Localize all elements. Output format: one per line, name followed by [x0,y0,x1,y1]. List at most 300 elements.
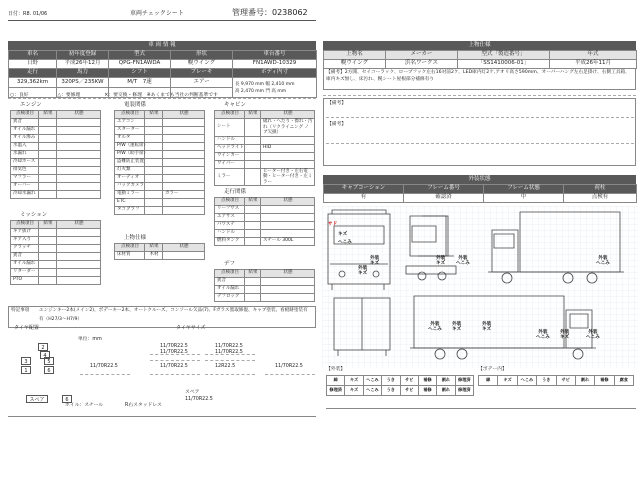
table-row [115,199,205,207]
diff-table [214,269,315,302]
electrical-item: オルタ [115,135,145,143]
engine-item: 水漏れ [11,151,39,159]
electrical-state: カラー [163,191,205,199]
table-row [11,245,101,253]
exterior-header: キャブコーション [324,185,404,194]
engine-header: 状態 [57,111,101,119]
upper-table [323,50,637,69]
table-row [11,269,101,277]
engine-item: 冷却水漏れ [11,191,39,199]
travel-state [261,222,315,230]
diff-item: デフロック [215,294,245,302]
table-row [11,253,101,261]
diff-state [261,286,315,294]
key-cell: 線 [479,376,498,386]
engine-state [57,119,101,127]
mission-result [39,269,57,277]
exterior-table [323,184,637,203]
cabin-item: ハンドル [215,136,245,144]
tire-position: 4 [40,351,50,359]
key-cell: 補修 [418,386,436,396]
vehicle-label: ボディ内寸 [233,69,317,78]
tire-section: タイヤ配置 タイヤサイズ 単位：mm [14,325,206,342]
cabin-item: ワイパー [215,160,245,168]
vehicle-value: 平成26年12月 [57,60,109,69]
table-row [215,294,315,302]
electrical-item: エアコン [115,119,145,127]
travel-result [245,238,261,246]
tire-size: 11/70R22.5 [215,344,243,349]
electrical-result [145,167,163,175]
vehicle-value: FN1AWD-10329 [233,60,317,69]
electrical-header: 点検項目 [115,111,145,119]
key-cell: うき [382,386,400,396]
tire-size: 12R22.5 [215,364,236,369]
loading-header: 状態 [163,244,205,252]
tire-size: 11/70R22.5 [160,344,188,349]
key-cell: へこみ [363,376,381,386]
table-row [115,135,205,143]
mission-header: 点検項目 [11,221,39,229]
upper-remarks-box [323,68,636,90]
table-row [11,237,101,245]
diag-gaisou-11: 外装 へこみ [586,330,600,340]
cabin-item: ヘッドライト [215,144,245,152]
mission-result [39,253,57,261]
electrical-state [163,167,205,175]
engine-state [57,183,101,191]
key-cell: 腐食 [614,376,633,386]
table-row [115,127,205,135]
engine-item: オイル漏れ [11,127,39,135]
electrical-state [163,159,205,167]
exterior-value: 中 [484,194,564,203]
key-cell: キズ [498,376,517,386]
electrical-item: スターター [115,127,145,135]
electrical-state [163,143,205,151]
engine-title: エンジン [20,102,42,108]
cabin-state: 破れ・へたり・擦れ・汚れ（リクライニング ノブ欠損） [261,119,315,137]
vehicle-label: ブレーキ [171,69,233,78]
travel-item: 燃料タンク [215,238,245,246]
exterior-value: 有 [324,194,404,203]
diag-gaisou-8: 外装 キズ [482,322,492,332]
electrical-item: バックカメラ [115,183,145,191]
electrical-item: タコグラフ [115,207,145,215]
mission-state [57,229,101,237]
diag-gaisou-10: 外装 キズ [560,330,570,340]
travel-result [245,230,261,238]
keys-body-table [478,375,634,386]
travel-result [245,222,261,230]
loading-header: 結果 [145,244,163,252]
tire-size: 11/70R22.5 [90,364,118,369]
key-cell: 補修 [418,376,436,386]
mission-state [57,269,101,277]
mission-result [39,237,57,245]
cabin-header: 結果 [245,111,261,119]
loading-header: 点検項目 [115,244,145,252]
travel-title: 走行関係 [224,189,247,195]
key-cell: 割れ [437,376,455,386]
engine-state [57,191,101,199]
table-row [115,151,205,159]
diff-result [245,286,261,294]
loading-title: 上物仕様 [124,235,147,241]
tire-position: 5 [44,357,54,365]
exterior-header: 荷柱 [564,185,637,194]
diff-item: オイル漏れ [215,286,245,294]
engine-item: 水温入 [11,143,39,151]
diag-gaisou-2: 外装 キズ [358,266,368,276]
table-row [115,119,205,127]
loading-table [114,243,205,260]
engine-result [39,151,57,159]
upper-header: 上物名 [324,51,386,60]
cabin-result [245,168,261,186]
engine-state [57,143,101,151]
upper-value: 「SS1410006-01」 [458,60,550,69]
electrical-item: P/W（運転席） [115,143,145,151]
key-cell: 割れ [575,376,594,386]
upper-value: 平成26年11月 [550,60,637,69]
diff-result [245,278,261,286]
table-row [11,159,101,167]
engine-state [57,151,101,159]
travel-item: エアサス [215,214,245,222]
key-cell: へこみ [363,386,381,396]
travel-item: ハンドル [215,230,245,238]
travel-item: パワステ [215,222,245,230]
keys-exterior-title: 【外装】 [326,367,346,372]
diag-gaisou-6: 外装 へこみ [428,322,442,332]
table-row [215,152,315,160]
electrical-state [163,199,205,207]
table-row [215,168,315,186]
mission-item: リターダー [11,269,39,277]
electrical-result [145,159,163,167]
engine-result [39,191,57,199]
mission-title: ミッション [20,212,48,218]
vehicle-value: 日野 [9,60,57,69]
electrical-result [145,119,163,127]
key-cell: 割れ [437,386,455,396]
travel-state [261,230,315,238]
electrical-result [145,191,163,199]
engine-state [57,135,101,143]
electrical-item: ETC [115,199,145,207]
key-cell: 修理済 [455,376,473,386]
diff-result [245,294,261,302]
table-row [215,144,315,152]
engine-result [39,143,57,151]
electrical-state [163,183,205,191]
cabin-item: シート [215,119,245,137]
diff-state [261,278,315,286]
body-dims: 長 9,970 mm 幅 2,410 mm 高 2,470 mm 門 高 mm [233,78,317,98]
engine-table [10,110,101,199]
electrical-result [145,127,163,135]
vehicle-label: 形状 [171,51,233,60]
key-cell: 修理済 [327,386,345,396]
mission-result [39,277,57,285]
table-row [215,160,315,168]
cabin-item: ミラー [215,168,245,186]
diag-gaisou-1: 外装 キズ [370,256,380,266]
key-cell: サビ [556,376,575,386]
travel-item: リーフサス [215,206,245,214]
travel-result [245,214,261,222]
diff-item: 異音 [215,278,245,286]
vehicle-label: シフト [109,69,171,78]
electrical-item: 灯火類 [115,167,145,175]
cabin-header: 状態 [261,111,315,119]
vehicle-label: 走行 [9,69,57,78]
table-row [215,119,315,137]
wheel-rear: R右スタッドレス [125,403,162,408]
vehicle-label: 型式 [109,51,171,60]
tire-size: 11/70R22.5 [160,364,188,369]
spare-size: 11/70R22.5 [185,397,213,402]
upper-section-title: 上物仕様 [323,41,636,50]
diag-gaisou-7: 外装 キズ [452,322,462,332]
wheel-label: ホイル：スチール [65,403,104,408]
engine-state [57,167,101,175]
mission-state [57,237,101,245]
mgmt-number: 0238062 [272,8,308,17]
table-row [11,191,101,199]
special-notes-text: エンジンキー2本(メイン2)、ボデーキー2本、オートクルーズ、コンソール欠品(7)、Fガラス曇取修復、キャブ塗装、看板跡塗装有 [39,308,308,313]
table-row [215,278,315,286]
engine-item: 異音 [11,119,39,127]
table-row [11,175,101,183]
key-cell: キズ [345,386,363,396]
engine-item: マフラー [11,175,39,183]
table-row [11,135,101,143]
electrical-result [145,135,163,143]
table-row [115,207,205,215]
cabin-state [261,160,315,168]
exterior-value: 確認済 [404,194,484,203]
electrical-result [145,207,163,215]
diag-gaisou-9: 外装 へこみ [536,330,550,340]
keys-body-title: 【ボデー内】 [478,367,507,372]
electrical-state [163,127,205,135]
key-cell: キズ [345,376,363,386]
exterior-header: フレーム番号 [404,185,484,194]
table-row [115,191,205,199]
engine-result [39,167,57,175]
table-row [11,151,101,159]
vehicle-section-title: 車 両 情 報 [8,41,316,50]
key-cell: うき [382,376,400,386]
tire-position: 6 [44,366,54,374]
mission-item: ギア入り [11,237,39,245]
upper-header: 型式「製造番号」 [458,51,550,60]
tire-position: 2 [38,343,48,351]
engine-header: 結果 [39,111,57,119]
diag-hekomi: へこみ [338,240,352,245]
mgmt-label: 管理番号：0238062 [232,8,308,17]
travel-header: 点検項目 [215,198,245,206]
table-row [115,143,205,151]
electrical-state [163,119,205,127]
engine-state [57,159,101,167]
remarks-box: 【備考】 【備考】 [323,98,636,166]
engine-result [39,127,57,135]
upper-value: 浜名ワークス [386,60,458,69]
electrical-table [114,110,205,215]
cabin-item: ウインカー [215,152,245,160]
table-row [215,230,315,238]
diag-gaisou-3: 外装 キズ [436,256,446,266]
table-row [115,159,205,167]
travel-state: スチール 300L [261,238,315,246]
mission-state [57,261,101,269]
engine-item: 冷却ホース [11,159,39,167]
table-row [115,175,205,183]
loading-state [163,252,205,260]
table-row [11,183,101,191]
key-cell: うき [537,376,556,386]
table-row [115,183,205,191]
mission-state [57,245,101,253]
cabin-result [245,152,261,160]
cabin-state [261,136,315,144]
cabin-state [261,152,315,160]
spare-label: スペア [185,390,200,395]
vehicle-value: エアー [171,78,233,88]
loading-result: 木材 [145,252,163,260]
engine-item: オーバー [11,183,39,191]
travel-header: 状態 [261,198,315,206]
table-row [215,206,315,214]
engine-state [57,175,101,183]
cabin-table [214,110,315,186]
vehicle-table [8,50,317,98]
tire-position: 3 [21,357,31,365]
key-cell: 修理済 [455,386,473,396]
keys-exterior-table [326,375,474,396]
diff-header: 結果 [245,270,261,278]
table-row [11,261,101,269]
key-cell: へこみ [517,376,536,386]
key-cell: サビ [400,376,418,386]
electrical-result [145,183,163,191]
vehicle-label: 車名 [9,51,57,60]
diff-state [261,294,315,302]
engine-header: 点検項目 [11,111,39,119]
travel-state [261,206,315,214]
vehicle-value: QPG-FN1AWDA [109,60,171,69]
vehicle-value: 幌ウイング [171,60,233,69]
mission-result [39,229,57,237]
exterior-header: フレーム状態 [484,185,564,194]
diff-header: 状態 [261,270,315,278]
electrical-item: 盗難防止装置 [115,159,145,167]
tire-position: 6 [62,395,72,403]
travel-state [261,214,315,222]
table-row [11,143,101,151]
cabin-result [245,144,261,152]
table-row [215,136,315,144]
diff-header: 点検項目 [215,270,245,278]
engine-state [57,127,101,135]
cabin-result [245,136,261,144]
tire-size: 11/70R22.5 [275,364,303,369]
engine-result [39,175,57,183]
table-row [11,229,101,237]
travel-table [214,197,315,246]
table-row [11,167,101,175]
mission-item: クラッチ [11,245,39,253]
tire-position: 1 [21,366,31,374]
electrical-title: 電装関係 [124,102,147,108]
electrical-item: オーディオ [115,175,145,183]
engine-result [39,135,57,143]
electrical-result [145,175,163,183]
truck-diagram [322,206,638,368]
mission-item: ギア抜け [11,229,39,237]
mission-header: 状態 [57,221,101,229]
engine-result [39,159,57,167]
vehicle-value: 329,362km [9,78,57,88]
engine-item: オイル滲み [11,135,39,143]
cabin-title: キャビン [224,102,247,108]
mission-state [57,277,101,285]
key-cell: 補修 [595,376,614,386]
vehicle-label: 初年度登録 [57,51,109,60]
key-cell: サビ [400,386,418,396]
engine-item: 排気色 [11,167,39,175]
diag-sado: サド [328,222,338,227]
travel-header: 結果 [245,198,261,206]
electrical-header: 状態 [163,111,205,119]
mission-state [57,253,101,261]
special-notes-box: 特記事項 エンジンキー2本(メイン2)、ボデーキー2本、オートクルーズ、コンソール欠品(7)、Fガラス曇取修復、キャブ塗装、看板跡塗装有 有（H27/3〜H7/9） [8,306,316,328]
electrical-state [163,135,205,143]
table-row [215,222,315,230]
mission-table [10,220,101,285]
mission-result [39,245,57,253]
engine-result [39,119,57,127]
mission-item: 異音 [11,253,39,261]
table-row [115,252,205,260]
upper-header: 年式 [550,51,637,60]
page-title: 車両チェックシート [130,10,184,17]
exterior-section-title: 外装状態 [323,175,636,184]
tire-position: スペア [26,395,48,403]
engine-result [39,183,57,191]
electrical-header: 結果 [145,111,163,119]
exterior-value: 点検有 [564,194,637,203]
table-row [115,167,205,175]
vehicle-label: 車台番号 [233,51,317,60]
tire-size: 11/70R22.5 [160,350,188,355]
electrical-state [163,207,205,215]
mission-result [39,261,57,269]
table-row [215,238,315,246]
upper-remarks-text: 【備考】2方開、セイコーラック、ロープフック左右16対前2ケ、LED庫内灯2ケ,アオリ高さ590mm、オーバーハング左右足掛け、右側工具箱、庫内キズ無し、床汚れ、幌シート屋根部分補修有り [326,70,630,82]
table-row [215,286,315,294]
mission-item: PTO [11,277,39,285]
legend: ○：良好 △：要修理 ×：要交換・修理 ※あくまでも当社の判断基準です [10,93,218,98]
diff-title: デフ [224,261,236,267]
electrical-result [145,199,163,207]
diag-gaisou-5: 外装 へこみ [596,256,610,266]
mission-item: オイル漏れ [11,261,39,269]
travel-result [245,206,261,214]
